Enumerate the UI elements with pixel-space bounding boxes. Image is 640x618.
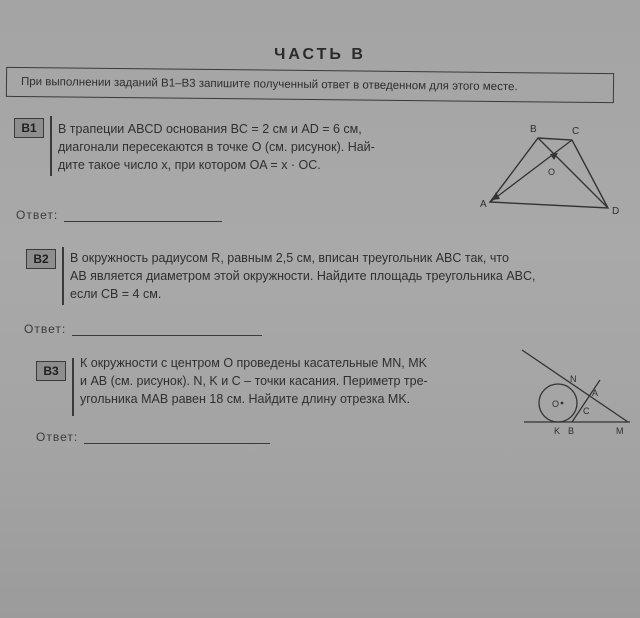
instruction-box [6, 67, 614, 103]
trapezoid-figure [470, 120, 630, 220]
label-c: C [572, 126, 580, 137]
task-b3-line-3: угольника MAB равен 18 см. Найдите длину отрезка MK. [80, 392, 411, 406]
task-b2-line-2: AB является диаметром этой окружности. Найдите площадь треугольника ABC, [70, 269, 536, 283]
task-b3-answer-label: Ответ: [36, 430, 79, 444]
label-b: B [530, 124, 537, 135]
label-b: B [568, 426, 575, 436]
task-b1-bar [50, 116, 52, 176]
task-b1-line-1: В трапеции ABCD основания BC = 2 см и AD = 6 см, [58, 122, 362, 136]
tangent-circle-figure [518, 346, 634, 442]
task-b2-number: В2 [26, 249, 56, 269]
instruction-text: При выполнении заданий В1–В3 запишите полученный ответ в отведенном для этого месте. [20, 75, 518, 94]
label-a: A [592, 388, 599, 398]
task-b2-bar [62, 247, 64, 305]
task-b3-text [80, 354, 428, 408]
task-b1-number: В1 [14, 118, 44, 138]
task-b3-bar [72, 358, 74, 416]
task-b1-line-3: дите такое число x, при котором OA = x · OC. [58, 158, 321, 172]
task-b3-line-2: и AB (см. рисунок). N, K и C – точки касания. Периметр тре- [80, 374, 428, 388]
task-b2-answer [24, 322, 262, 336]
task-b3-line-1: К окружности с центром O проведены касательные MN, MK [80, 356, 427, 370]
task-b3-answer [36, 430, 270, 444]
label-m: M [616, 426, 624, 436]
task-b2-line-3: если CB = 4 см. [70, 287, 162, 301]
task-b2-line-1: В окружность радиусом R, равным 2,5 см, вписан треугольник ABC так, что [70, 251, 509, 265]
task-b1-line-2: диагонали пересекаются в точке O (см. рисунок). Най- [58, 140, 375, 154]
task-b1-answer-label: Ответ: [16, 208, 59, 222]
label-d: D [612, 206, 620, 217]
label-k: K [554, 426, 561, 436]
label-o: O [552, 399, 560, 409]
task-b2-answer-line[interactable] [72, 325, 262, 336]
label-n: N [570, 374, 577, 384]
task-b2-answer-label: Ответ: [24, 322, 67, 336]
task-b3-number: В3 [36, 361, 66, 381]
task-b1-answer-line[interactable] [64, 211, 222, 222]
task-b3-answer-line[interactable] [84, 433, 270, 444]
label-o: O [548, 167, 556, 177]
label-a: A [480, 199, 487, 210]
task-b2-text [70, 249, 536, 303]
task-b1-text [58, 120, 375, 174]
center-o-dot [561, 402, 564, 405]
label-c: C [583, 406, 590, 416]
diagonal-ac [490, 140, 572, 202]
part-title: ЧАСТЬ В [274, 46, 366, 63]
task-b1-answer [16, 208, 222, 222]
